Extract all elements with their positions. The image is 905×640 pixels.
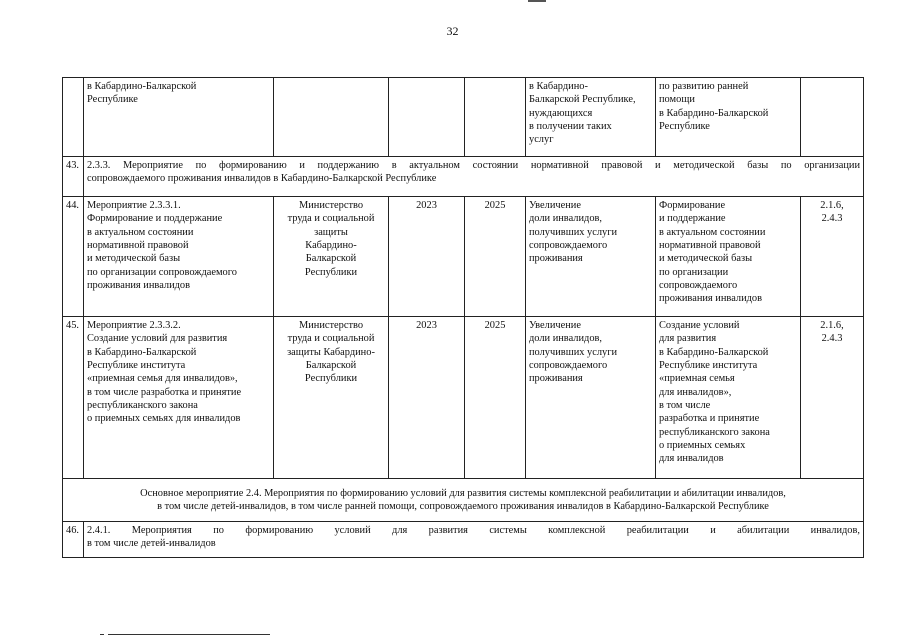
start-year-cell: 2023 <box>389 197 465 317</box>
section-heading-line-1: 2.3.3. Мероприятие по формированию и поддержанию в актуальном состоянии нормативной правовой и методической базы по организации <box>87 160 860 171</box>
start-year-cell: 2023 <box>389 317 465 479</box>
start-year-cell <box>389 78 465 157</box>
table-row-46 <box>63 522 864 558</box>
footnote-rule-mark <box>100 634 104 635</box>
section-heading-line-1: 2.4.1. Мероприятия по формированию условий для развития системы комплексной реабилитации и абилитации инвалидов, <box>87 525 860 536</box>
activity-name-cell: Мероприятие 2.3.3.2. Создание условий для развития в Кабардино-Балкарской Республике института «приемная семья для инвалидов», в том числе разработка и принятие республиканского закона о приемных семьях для инвалидов <box>84 317 274 479</box>
expected-result-cell: Увеличение доли инвалидов, получивших услуги сопровождаемого проживания <box>526 317 656 479</box>
page-number: 32 <box>446 24 459 38</box>
row-number-cell <box>63 78 84 157</box>
end-year-cell <box>465 78 526 157</box>
executor-cell: Министерство труда и социальной защиты Кабардино- Балкарской Республики <box>274 197 389 317</box>
row-number-cell: 43. <box>63 157 84 197</box>
executor-cell: Министерство труда и социальной защиты Кабардино- Балкарской Республики <box>274 317 389 479</box>
table-row-44 <box>63 197 864 317</box>
indicators-cell: 2.1.6, 2.4.3 <box>801 197 864 317</box>
table-row-43 <box>63 157 864 197</box>
section-heading-cell <box>84 157 864 197</box>
program-activities-table <box>62 77 864 558</box>
relation-cell: по развитию ранней помощи в Кабардино-Балкарской Республике <box>656 78 801 157</box>
indicators-cell <box>801 78 864 157</box>
activity-name-cell: Мероприятие 2.3.3.1. Формирование и поддержание в актуальном состоянии нормативной правовой и методической базы по организации сопровождаемого проживания инвалидов <box>84 197 274 317</box>
section-heading-line-2: сопровождаемого проживания инвалидов в Кабардино-Балкарской Республике <box>87 173 437 185</box>
expected-result-cell: Увеличение доли инвалидов, получивших услуги сопровождаемого проживания <box>526 197 656 317</box>
executor-cell <box>274 78 389 157</box>
activity-name-cell: в Кабардино-Балкарской Республике <box>84 78 274 157</box>
table-row-continuation <box>63 78 864 157</box>
section-heading-line-2: в том числе детей-инвалидов <box>87 538 216 550</box>
row-number-cell: 44. <box>63 197 84 317</box>
row-number-cell: 45. <box>63 317 84 479</box>
end-year-cell: 2025 <box>465 317 526 479</box>
end-year-cell: 2025 <box>465 197 526 317</box>
main-activity-heading: Основное мероприятие 2.4. Мероприятия по формированию условий для развития системы комплексной реабилитации и абилитации инвалидов, в том числе детей-инвалидов, в том числе ранней помощи, сопровождаемого проживания инвалидов в Кабардино-Балкарской Республике <box>63 479 864 522</box>
table-row-main-activity-2-4 <box>63 479 864 522</box>
expected-result-cell: в Кабардино- Балкарской Республике, нуждающихся в получении таких услуг <box>526 78 656 157</box>
relation-cell: Формирование и поддержание в актуальном состоянии нормативной правовой и методической базы по организации сопровождаемого проживания инвалидов <box>656 197 801 317</box>
footnote-rule <box>108 634 270 635</box>
indicators-cell: 2.1.6, 2.4.3 <box>801 317 864 479</box>
top-edge-mark <box>528 0 546 2</box>
relation-cell: Создание условий для развития в Кабардино-Балкарской Республике института «приемная семья для инвалидов», в том числе разработка и принятие республиканского закона о приемных семьях для инвалидов <box>656 317 801 479</box>
table-row-45 <box>63 317 864 479</box>
section-heading-cell <box>84 522 864 558</box>
row-number-cell: 46. <box>63 522 84 558</box>
